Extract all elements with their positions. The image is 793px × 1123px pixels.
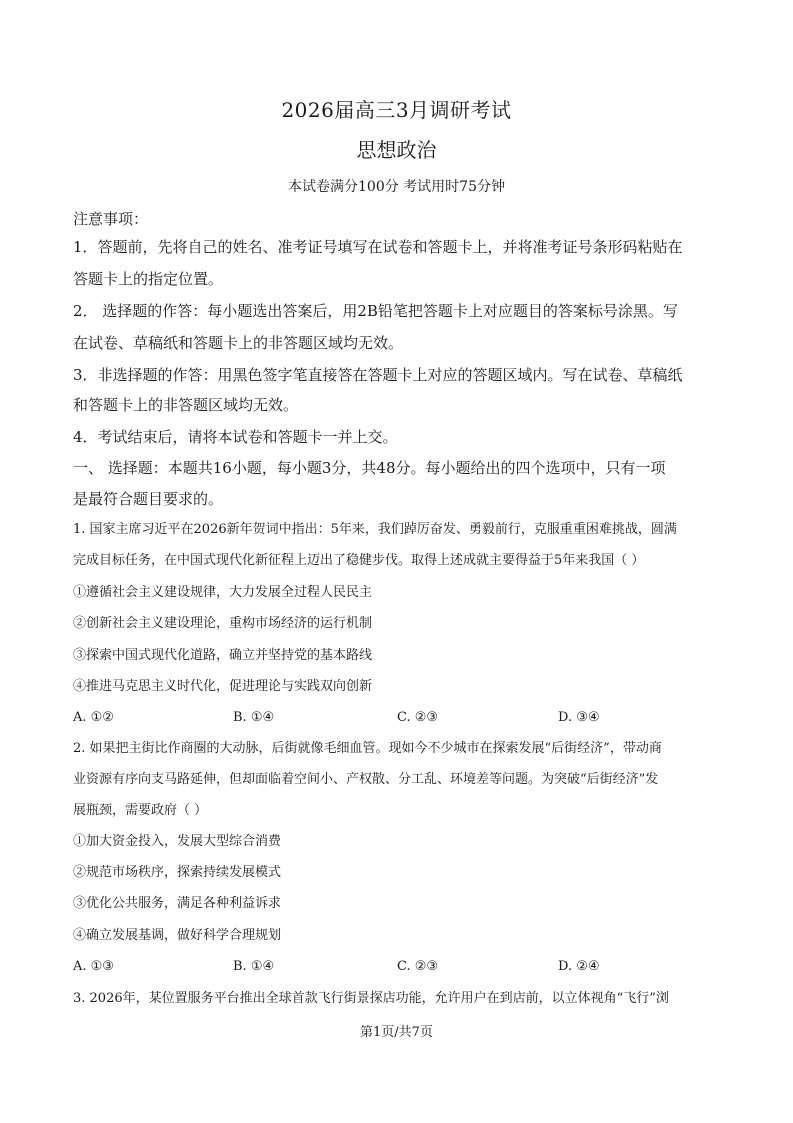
subject-title: 思想政治 bbox=[356, 138, 437, 162]
notes-line: 在试卷、草稿纸和答题卡上的非答题区域均无效。 bbox=[73, 334, 404, 352]
section-heading: 是最符合题目要求的。 bbox=[73, 490, 224, 508]
option-a: A. ①② bbox=[73, 710, 114, 725]
section-heading: 一、 选择题：本题共16小题，每小题3分，共48分。每小题给出的四个选项中，只有一项 bbox=[73, 459, 666, 477]
option-c: C. ②③ bbox=[397, 710, 439, 725]
notes-line: 3．非选择题的作答：用黑色签字笔直接答在答题卡上对应的答题区域内。写在试卷、草稿纸 bbox=[73, 366, 683, 384]
option-a: A. ①③ bbox=[73, 959, 114, 974]
notes-line: 和答题卡上的非答题区域均无效。 bbox=[73, 396, 299, 414]
question-stem: 展瓶颈，需要政府（ ） bbox=[73, 803, 208, 818]
question-item: ①加大资金投入，发展大型综合消费 bbox=[73, 834, 282, 849]
exam-title: 2026届高三3月调研考试 bbox=[281, 98, 512, 122]
option-b: B. ①④ bbox=[233, 959, 275, 974]
question-item: ②规范市场秩序，探索持续发展模式 bbox=[73, 865, 282, 880]
question-item: ③优化公共服务，满足各种利益诉求 bbox=[73, 896, 282, 911]
question-item: ②创新社会主义建设理论，重构市场经济的运行机制 bbox=[73, 616, 373, 631]
notes-line: 4．考试结束后，请将本试卷和答题卡一并上交。 bbox=[73, 428, 398, 446]
notes-line: 1．答题前，先将自己的姓名、准考证号填写在试卷和答题卡上，并将准考证号条形码粘贴在 bbox=[73, 238, 683, 256]
question-item: ③探索中国式现代化道路，确立并坚持党的基本路线 bbox=[73, 648, 373, 663]
option-b: B. ①④ bbox=[233, 710, 275, 725]
option-d: D. ③④ bbox=[558, 710, 600, 725]
question-stem: 业资源有序向支马路延伸，但却面临着空间小、产权散、分工乱、环境差等问题。为突破“后街经济”发 bbox=[73, 772, 659, 787]
question-item: ④确立发展基调，做好科学合理规划 bbox=[73, 928, 282, 943]
page-footer: 第1页/共7页 bbox=[360, 1025, 433, 1040]
option-c: C. ②③ bbox=[397, 959, 439, 974]
option-d: D. ②④ bbox=[558, 959, 600, 974]
question-stem: 1. 国家主席习近平在2026新年贺词中指出：5年来，我们踔厉奋发、勇毅前行，克服重重困难挑战，圆满 bbox=[73, 522, 677, 537]
question-stem: 完成目标任务，在中国式现代化新征程上迈出了稳健步伐。取得上述成就主要得益于5年来我国（ ） bbox=[73, 553, 645, 568]
exam-info: 本试卷满分100分 考试用时75分钟 bbox=[288, 179, 505, 195]
notes-line: 答题卡上的指定位置。 bbox=[73, 270, 224, 288]
notes-line: 2． 选择题的作答：每小题选出答案后，用2B铅笔把答题卡上对应题目的答案标号涂黑。写 bbox=[73, 302, 678, 320]
question-stem: 2. 如果把主街比作商圈的大动脉，后街就像毛细血管。现如今不少城市在探索发展“后街经济”，带动商 bbox=[73, 741, 662, 756]
notes-heading: 注意事项： bbox=[73, 210, 149, 228]
question-stem: 3. 2026年，某位置服务平台推出全球首款飞行街景探店功能，允许用户在到店前，以立体视角“飞行”浏 bbox=[73, 991, 669, 1006]
question-item: ①遵循社会主义建设规律，大力发展全过程人民民主 bbox=[73, 585, 373, 600]
question-item: ④推进马克思主义时代化，促进理论与实践双向创新 bbox=[73, 679, 373, 694]
